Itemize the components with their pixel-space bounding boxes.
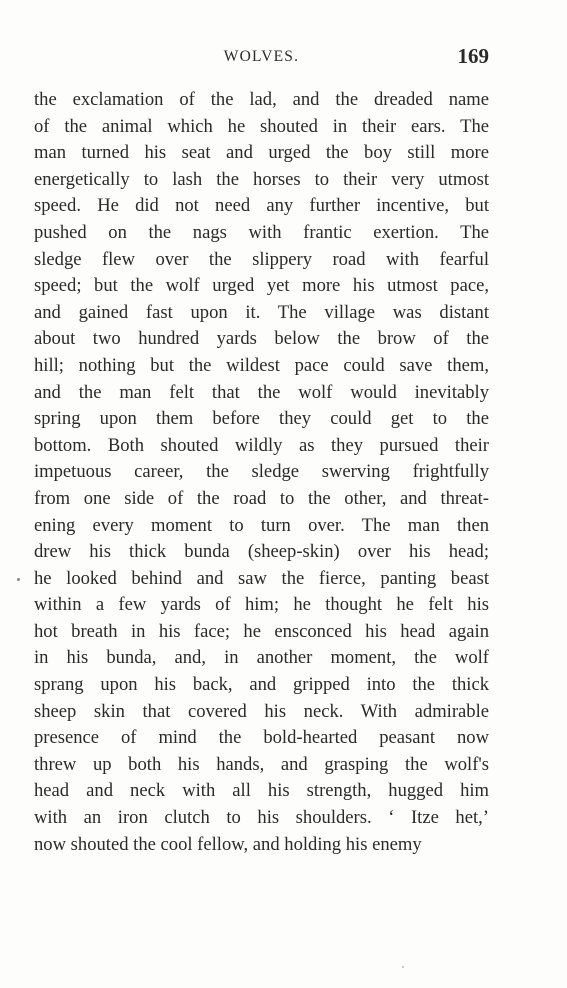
text-line: impetuous career, the sledge swerving frightfully bbox=[34, 461, 489, 483]
text-line: bottom. Both shouted wildly as they pursued their bbox=[34, 434, 489, 456]
page-number: 169 bbox=[457, 44, 489, 68]
text-line: speed; but the wolf urged yet more his utmost pace, bbox=[34, 275, 489, 297]
paper-speck bbox=[402, 966, 404, 968]
text-line: threw up both his hands, and grasping the wolf's bbox=[34, 753, 489, 775]
running-head bbox=[34, 44, 489, 70]
text-line: energetically to lash the horses to their very utmost bbox=[34, 168, 489, 190]
text-line: within a few yards of him; he thought he felt his bbox=[34, 594, 489, 616]
text-line: the exclamation of the lad, and the dreaded name bbox=[34, 89, 489, 110]
text-line: man turned his seat and urged the boy still more bbox=[34, 142, 489, 164]
text-line: pushed on the nags with frantic exertion. The bbox=[34, 221, 489, 243]
text-line: hot breath in his face; he ensconced his head again bbox=[34, 620, 489, 642]
text-line: speed. He did not need any further incentive, but bbox=[34, 195, 489, 217]
text-line: in his bunda, and, in another moment, the wolf bbox=[34, 647, 489, 669]
text-line: ening every moment to turn over. The man then bbox=[34, 514, 489, 536]
text-line: now shouted the cool fellow, and holding his enemy bbox=[34, 833, 422, 855]
text-line: he looked behind and saw the fierce, panting beast bbox=[34, 567, 489, 589]
text-line: sprang upon his back, and gripped into the thick bbox=[34, 674, 489, 696]
body-text bbox=[34, 87, 489, 858]
text-line: head and neck with all his strength, hugged him bbox=[34, 780, 489, 802]
text-line: and the man felt that the wolf would inevitably bbox=[34, 381, 489, 403]
text-line: hill; nothing but the wildest pace could save them, bbox=[34, 354, 489, 376]
text-line: spring upon them before they could get to the bbox=[34, 408, 489, 430]
text-line: from one side of the road to the other, and threat- bbox=[34, 487, 489, 509]
text-line: drew his thick bunda (sheep-skin) over his head; bbox=[34, 541, 489, 563]
text-line: sheep skin that covered his neck. With admirable bbox=[34, 700, 489, 722]
text-line: with an iron clutch to his shoulders. ‘ Itze het,’ bbox=[34, 807, 489, 829]
running-title: WOLVES. bbox=[223, 48, 300, 65]
text-line: about two hundred yards below the brow of the bbox=[34, 328, 489, 350]
text-line: sledge flew over the slippery road with fearful bbox=[34, 248, 489, 270]
text-line: and gained fast upon it. The village was distant bbox=[34, 301, 489, 323]
text-line: of the animal which he shouted in their ears. The bbox=[34, 115, 489, 137]
text-line: presence of mind the bold-hearted peasant now bbox=[34, 727, 489, 749]
margin-mark bbox=[17, 578, 20, 581]
